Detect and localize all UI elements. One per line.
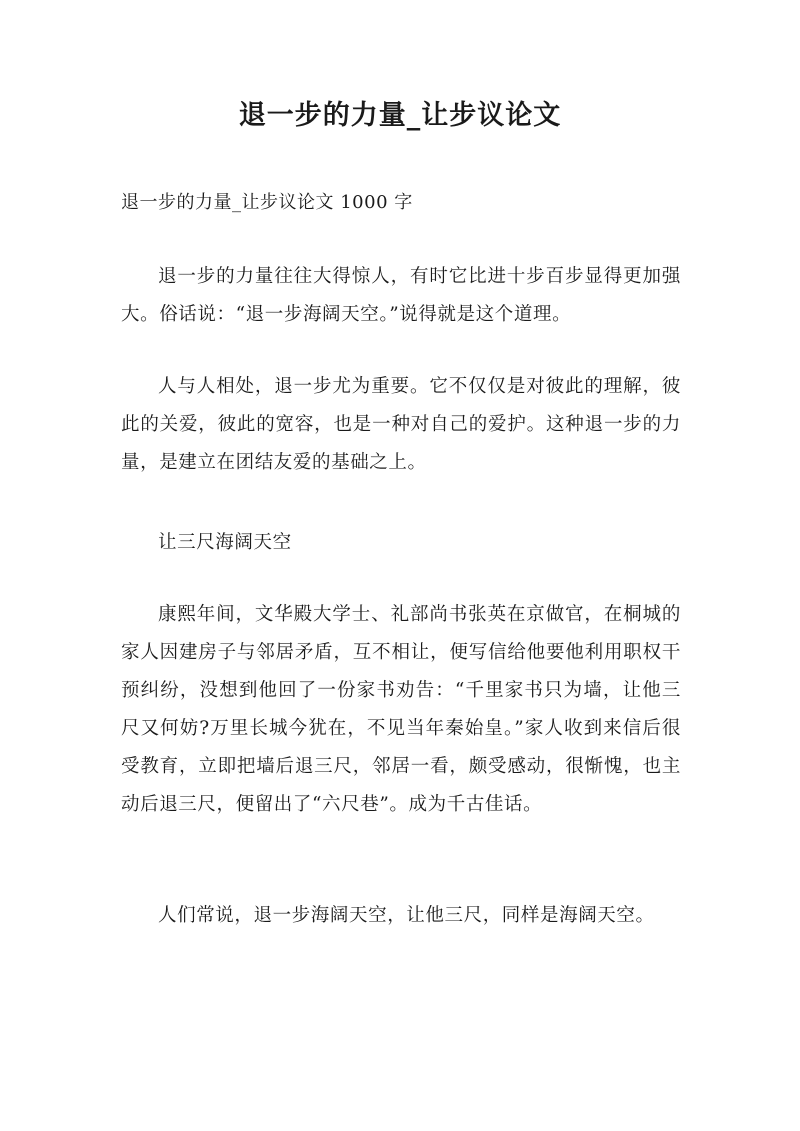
- paragraph-3: 康熙年间，文华殿大学士、礼部尚书张英在京做官，在桐城的家人因建房子与邻居矛盾，互不相让，便写信给他要他利用职权干预纠纷，没想到他回了一份家书劝告：“千里家书只为墙，让他三尺又何妨?万里长城今犹在，不见当年秦始皇。”家人收到来信后很受教育，立即把墙后退三尺，邻居一看，颇受感动，很惭愧，也主动后退三尺，便留出了“六尺巷”。成为千古佳话。: [121, 604, 681, 815]
- paragraph-4: 人们常说，退一步海阔天空，让他三尺，同样是海阔天空。: [158, 905, 655, 926]
- paragraph-1: 退一步的力量往往大得惊人，有时它比进十步百步显得更加强大。俗话说：“退一步海阔天空。”说得就是这个道理。: [121, 266, 681, 325]
- section-heading: 让三尺海阔天空: [158, 532, 292, 553]
- document-subtitle: 退一步的力量_让步议论文 1000 字: [121, 192, 413, 213]
- document-title: 退一步的力量_让步议论文: [238, 100, 562, 131]
- paragraph-2: 人与人相处，退一步尤为重要。它不仅仅是对彼此的理解，彼此的关爱，彼此的宽容，也是一种对自己的爱护。这种退一步的力量，是建立在团结友爱的基础之上。: [121, 376, 681, 473]
